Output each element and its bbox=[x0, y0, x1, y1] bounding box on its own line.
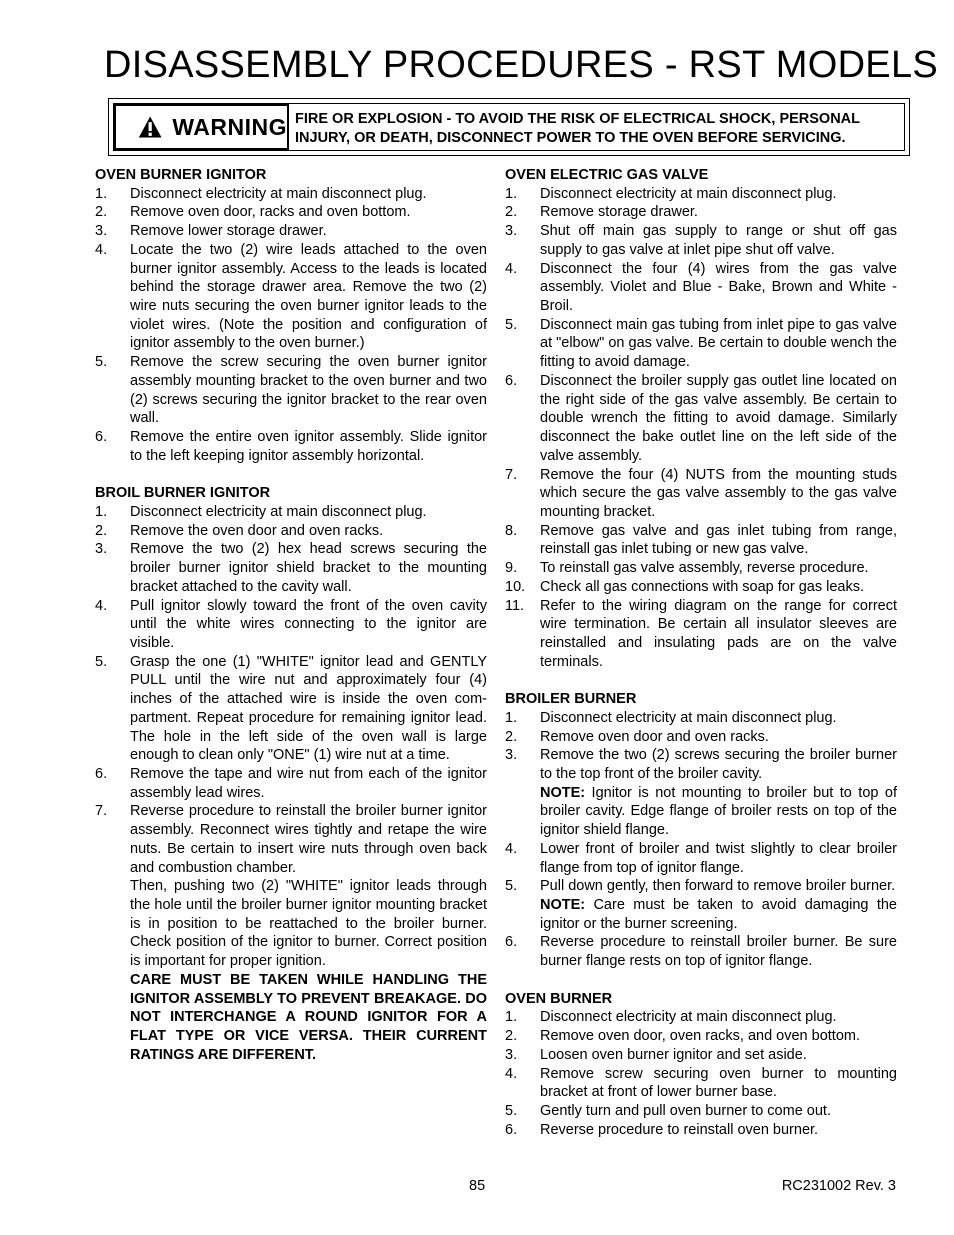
list-item bbox=[505, 466, 897, 522]
item-text: Disconnect the four (4) wires from the gas valve assembly. Violet and Blue - Bake, Brown and White - Broil. bbox=[540, 260, 897, 315]
item-number: 6. bbox=[95, 766, 108, 782]
item-text: Remove oven door and oven racks. bbox=[540, 728, 769, 745]
item-text: Disconnect electricity at main disconnect plug. bbox=[540, 185, 837, 202]
item-text: Remove the four (4) NUTS from the mounting studs which secure the gas valve assembly to the gas valve mounting bracket. bbox=[540, 466, 897, 520]
item-number: 7. bbox=[95, 803, 108, 820]
item-number: 1. bbox=[505, 185, 518, 202]
list-item bbox=[505, 578, 897, 597]
item-text: Refer to the wiring diagram on the range for correct wire termination. Be certain all insulator sleeves are reinstalled and insulating pads are on the valve terminals. bbox=[540, 597, 897, 670]
item-text: Remove the entire oven ignitor assembly. Slide ignitor to the left keeping ignitor assembly horizontal. bbox=[130, 429, 487, 464]
item-number: 3. bbox=[505, 1046, 518, 1063]
item-number: 5. bbox=[95, 653, 108, 670]
list-item bbox=[505, 1121, 897, 1140]
item-text: Lower front of broiler and twist slightly to clear broiler flange from top of ignitor flange. bbox=[540, 840, 897, 876]
list-item bbox=[95, 765, 487, 802]
list-item bbox=[95, 802, 487, 877]
list-item bbox=[505, 1065, 897, 1102]
item-number: 2. bbox=[505, 1028, 518, 1045]
item-number: 4. bbox=[505, 840, 518, 857]
document-reference: RC231002 Rev. 3 bbox=[781, 1178, 896, 1194]
item-number: 10. bbox=[505, 578, 526, 595]
section-heading-broil-burner-ignitor: BROIL BURNER IGNITOR bbox=[95, 485, 271, 502]
item-text: Reverse procedure to reinstall oven burner. bbox=[540, 1121, 819, 1138]
warning-badge-label: WARNING bbox=[172, 113, 287, 140]
list-item bbox=[505, 260, 897, 316]
note-text: Ignitor is not mounting to broiler but to top of broiler cavity. Edge flange of broiler rests on top of the ignitor shield flange. bbox=[540, 784, 897, 839]
note-label: NOTE: bbox=[540, 897, 586, 914]
caution-block bbox=[95, 971, 487, 1065]
item-number: 3. bbox=[95, 223, 108, 240]
item-number: 5. bbox=[505, 878, 518, 895]
list-item bbox=[505, 1102, 897, 1121]
item-number: 1. bbox=[505, 1009, 518, 1026]
note-label: NOTE: bbox=[540, 784, 586, 801]
item-text: Remove oven door, oven racks, and oven bottom. bbox=[540, 1028, 860, 1045]
item-number: 4. bbox=[95, 597, 108, 614]
item-number: 4. bbox=[95, 241, 108, 258]
list-item bbox=[95, 353, 487, 428]
caution-text: CARE MUST BE TAKEN WHILE HANDLING THE IGNITOR ASSEMBLY TO PREVENT BREAKAGE. DO NOT INTERCHANGE A ROUND IGNITOR FOR A FLAT TYPE OR VICE VERSA. THEIR CURRENT RATINGS ARE DIFFERENT. bbox=[130, 971, 487, 1063]
item-text: Disconnect electricity at main disconnect plug. bbox=[130, 185, 427, 202]
list-item bbox=[505, 709, 897, 728]
item-text: Remove the two (2) screws securing the broiler burner to the top front of the broiler cavity. bbox=[540, 747, 897, 782]
item-text: Gently turn and pull oven burner to come out. bbox=[540, 1102, 831, 1119]
list-item bbox=[95, 428, 487, 465]
item-number: 7. bbox=[505, 466, 518, 483]
list-item bbox=[505, 316, 897, 372]
item-number: 2. bbox=[95, 204, 108, 221]
section-spacer bbox=[95, 466, 487, 485]
item-text: Remove screw securing oven burner to mounting bracket at front of lower burner base. bbox=[540, 1065, 897, 1101]
item-number: 2. bbox=[505, 204, 518, 221]
list-item bbox=[505, 933, 897, 970]
list-item bbox=[505, 203, 897, 222]
item-text: Remove storage drawer. bbox=[540, 204, 698, 221]
list-item bbox=[505, 728, 897, 747]
item-number: 2. bbox=[505, 728, 518, 745]
item-continuation-text: Then, pushing two (2) "WHITE" ignitor leads through the hole until the broiler burner ignitor mounting bracket is in position to be reattached to the broiler burner. Check position of the ignitor to burner. Correct position is important for proper ignition. bbox=[130, 878, 487, 970]
list-item bbox=[95, 653, 487, 765]
note-body bbox=[540, 896, 897, 933]
warning-text: FIRE OR EXPLOSION - TO AVOID THE RISK OF ELECTRICAL SHOCK, PERSONAL INJURY, OR DEATH, DISCONNECT POWER TO THE OVEN BEFORE SERVICING. bbox=[295, 111, 860, 146]
list-item bbox=[505, 559, 897, 578]
item-text: Remove the tape and wire nut from each of the ignitor assembly lead wires. bbox=[130, 766, 487, 801]
list-item bbox=[505, 597, 897, 672]
left-column bbox=[95, 166, 487, 1065]
item-text: Disconnect main gas tubing from inlet pipe to gas valve at "elbow" on gas valve. Be certain to double wench the fitting to avoid damage. bbox=[540, 316, 897, 371]
item-text: To reinstall gas valve assembly, reverse procedure. bbox=[540, 560, 869, 577]
item-number: 2. bbox=[95, 522, 108, 539]
list-item bbox=[95, 203, 487, 222]
section-heading-oven-burner: OVEN BURNER bbox=[505, 990, 613, 1007]
item-text: Pull ignitor slowly toward the front of the oven cavity until the white wires connecting to the ignitor are visible. bbox=[130, 597, 487, 651]
list-item bbox=[505, 1008, 897, 1027]
list-item bbox=[95, 540, 487, 596]
item-number: 9. bbox=[505, 560, 518, 577]
item-number: 1. bbox=[505, 709, 518, 726]
item-text: Disconnect electricity at main disconnect plug. bbox=[540, 1009, 837, 1026]
item-text: Check all gas connections with soap for gas leaks. bbox=[540, 578, 865, 595]
item-number: 1. bbox=[95, 185, 108, 202]
list-item-continuation bbox=[95, 877, 487, 971]
section-heading-oven-burner-ignitor: OVEN BURNER IGNITOR bbox=[95, 167, 267, 183]
warning-badge bbox=[114, 104, 289, 150]
item-number: 11. bbox=[505, 597, 525, 614]
item-number: 8. bbox=[505, 522, 518, 539]
item-text: Remove lower storage drawer. bbox=[130, 223, 327, 240]
item-number: 6. bbox=[95, 429, 108, 446]
section-spacer bbox=[505, 971, 897, 990]
list-item bbox=[95, 185, 487, 204]
note-text: Care must be taken to avoid damaging the ignitor or the burner screening. bbox=[540, 897, 897, 932]
list-item bbox=[505, 746, 897, 783]
list-item bbox=[95, 503, 487, 522]
item-text: Locate the two (2) wire leads attached to the oven burner ignitor assembly. Access to the leads is located behind the storage drawer area. Remove the two (2) wire nuts securing the oven burner ignitor leads to the violet wires. (Note the position and configuration of ignitor assembly to the oven burner.) bbox=[130, 241, 487, 352]
section-heading-oven-electric-gas-valve: OVEN ELECTRIC GAS VALVE bbox=[505, 167, 709, 183]
list-item bbox=[505, 185, 897, 204]
list-item bbox=[505, 840, 897, 877]
item-text: Disconnect the broiler supply gas outlet line located on the right side of the gas valve assembly. Be certain to double wrench the fitting to avoid damage. Similarly disconnect the bake outlet line on the left side of the valve assembly. bbox=[540, 372, 897, 464]
item-number: 6. bbox=[505, 372, 518, 389]
list-item bbox=[505, 1027, 897, 1046]
note-body bbox=[540, 784, 897, 840]
item-number: 1. bbox=[95, 503, 108, 520]
item-text: Disconnect electricity at main disconnect plug. bbox=[130, 503, 427, 520]
item-number: 3. bbox=[95, 541, 108, 558]
list-item bbox=[95, 222, 487, 241]
item-text: Pull down gently, then forward to remove broiler burner. bbox=[540, 878, 896, 895]
list-item bbox=[505, 522, 897, 559]
warning-box bbox=[108, 98, 910, 156]
item-number: 5. bbox=[505, 316, 518, 333]
item-text: Grasp the one (1) "WHITE" ignitor lead and GENTLY PULL until the wire nut and approximately four (4) inches of the attached wire is inside the oven com-partment. Repeat procedure for remaining ignitor lead. The hole in the left side of the oven wall is large enough to clean only "ONE" (1) wire nut at a time. bbox=[130, 653, 487, 764]
item-number: 6. bbox=[505, 1121, 518, 1138]
item-number: 6. bbox=[505, 934, 518, 951]
item-text: Remove gas valve and gas inlet tubing from range, reinstall gas inlet tubing or new gas valve. bbox=[540, 522, 897, 558]
list-item bbox=[505, 1046, 897, 1065]
item-number: 3. bbox=[505, 747, 518, 764]
list-item bbox=[95, 522, 487, 541]
item-text: Remove the two (2) hex head screws securing the broiler burner ignitor shield bracket to the mounting bracket attached to the cavity wall. bbox=[130, 541, 487, 595]
note-block bbox=[505, 784, 897, 840]
right-column bbox=[505, 166, 897, 1139]
item-text: Disconnect electricity at main disconnect plug. bbox=[540, 709, 837, 726]
page-number: 85 bbox=[469, 1178, 486, 1194]
item-text: Shut off main gas supply to range or shut off gas supply to gas valve at inlet pipe shut off valve. bbox=[540, 223, 897, 258]
item-text: Loosen oven burner ignitor and set aside. bbox=[540, 1046, 807, 1063]
item-text: Reverse procedure to reinstall broiler burner. Be sure burner flange rests on top of ignitor flange. bbox=[540, 934, 897, 970]
page-title: DISASSEMBLY PROCEDURES - RST MODELS bbox=[104, 44, 939, 86]
list-item bbox=[95, 597, 487, 653]
list-item bbox=[505, 222, 897, 259]
item-text: Remove the oven door and oven racks. bbox=[130, 522, 384, 539]
note-block bbox=[505, 896, 897, 933]
item-number: 4. bbox=[505, 1065, 518, 1082]
item-number: 3. bbox=[505, 223, 518, 240]
list-item bbox=[505, 372, 897, 466]
list-item bbox=[505, 877, 897, 896]
item-text: Remove oven door, racks and oven bottom. bbox=[130, 204, 411, 221]
item-number: 5. bbox=[505, 1102, 518, 1119]
warning-triangle-icon bbox=[138, 113, 162, 141]
item-text: Reverse procedure to reinstall the broiler burner ignitor assembly. Reconnect wires tightly and retape the wire nuts. Be certain to insert wire nuts through oven back and combustion chamber. bbox=[130, 803, 487, 876]
section-spacer bbox=[505, 671, 897, 690]
item-number: 5. bbox=[95, 354, 108, 371]
warning-inner-frame bbox=[113, 103, 905, 151]
item-text: Remove the screw securing the oven burner ignitor assembly mounting bracket to the oven burner and two (2) screws securing the ignitor bracket to the rear oven wall. bbox=[130, 354, 487, 427]
list-item bbox=[95, 241, 487, 353]
item-number: 4. bbox=[505, 260, 518, 277]
section-heading-broiler-burner: BROILER BURNER bbox=[505, 691, 637, 708]
